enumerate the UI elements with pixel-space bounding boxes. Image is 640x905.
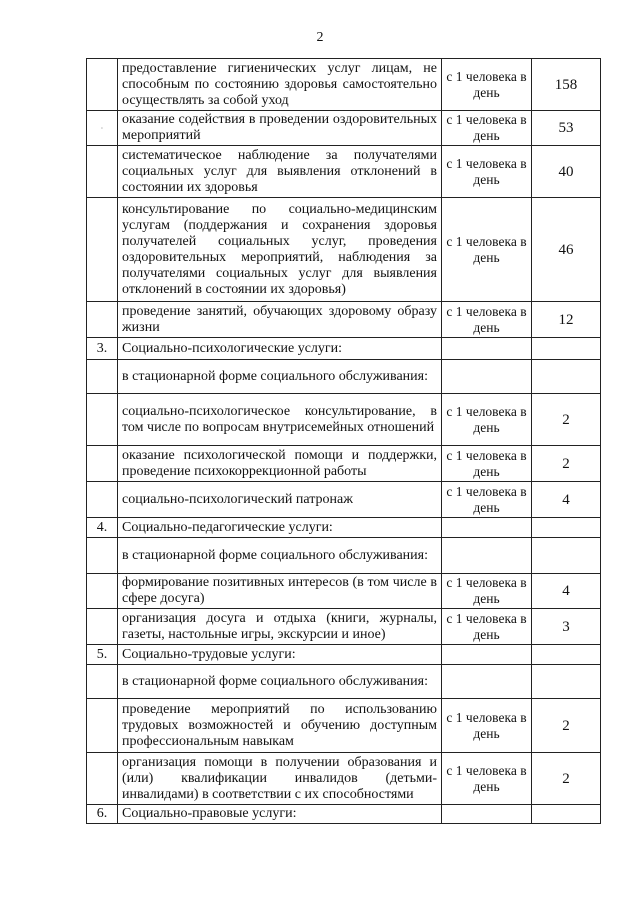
table-row: [87, 538, 601, 574]
table-row: [87, 394, 601, 446]
service-name: социально-психологический патронаж: [118, 482, 442, 518]
service-value: [532, 338, 601, 360]
page-number: 2: [316, 30, 324, 45]
service-name: Социально-педагогические услуги:: [118, 518, 442, 538]
scan-mark: ·: [100, 123, 104, 133]
row-number-cell: [87, 394, 118, 446]
table-row: [87, 198, 601, 302]
service-value: [532, 518, 601, 538]
services-table: [86, 58, 601, 824]
row-number-cell: [87, 699, 118, 753]
row-number-cell: [87, 111, 118, 146]
service-unit: [442, 645, 532, 665]
table-row: [87, 59, 601, 111]
service-unit: с 1 человека в день: [442, 753, 532, 805]
table-row: [87, 645, 601, 665]
service-name: Социально-правовые услуги:: [118, 805, 442, 824]
service-name: проведение мероприятий по использованию трудовых возможностей и обучению доступным профессиональным навыкам: [118, 699, 442, 753]
table-row: [87, 665, 601, 699]
service-value: 158: [532, 59, 601, 111]
row-number-cell: [87, 665, 118, 699]
service-name: Социально-психологические услуги:: [118, 338, 442, 360]
row-number-cell: [87, 645, 118, 665]
table-row: [87, 111, 601, 146]
table-row: [87, 146, 601, 198]
service-name: организация досуга и отдыха (книги, журналы, газеты, настольные игры, экскурсии и иное): [118, 609, 442, 645]
service-value: 2: [532, 446, 601, 482]
service-unit: с 1 человека в день: [442, 146, 532, 198]
service-unit: с 1 человека в день: [442, 111, 532, 146]
table-row: [87, 699, 601, 753]
service-unit: [442, 360, 532, 394]
service-value: 40: [532, 146, 601, 198]
service-value: 46: [532, 198, 601, 302]
row-number: 5.: [96, 646, 108, 662]
service-name: предоставление гигиенических услуг лицам, не способным по состоянию здоровья самостоятельно осуществлять за собой уход: [118, 59, 442, 111]
row-number-cell: [87, 338, 118, 360]
service-unit: [442, 538, 532, 574]
service-name: организация помощи в получении образования и (или) квалификации инвалидов (детьми-инвалидами) в соответствии с их способностями: [118, 753, 442, 805]
row-number-cell: [87, 518, 118, 538]
table-row: [87, 360, 601, 394]
service-unit: с 1 человека в день: [442, 59, 532, 111]
service-value: [532, 645, 601, 665]
service-unit: с 1 человека в день: [442, 446, 532, 482]
table-row: [87, 518, 601, 538]
table-row: [87, 609, 601, 645]
service-value: 2: [532, 753, 601, 805]
table-row: [87, 482, 601, 518]
row-number-cell: [87, 360, 118, 394]
service-name: Социально-трудовые услуги:: [118, 645, 442, 665]
row-number: 3.: [96, 340, 108, 356]
service-value: [532, 538, 601, 574]
service-unit: [442, 805, 532, 824]
row-number-cell: [87, 753, 118, 805]
service-unit: с 1 человека в день: [442, 699, 532, 753]
service-value: 2: [532, 394, 601, 446]
service-unit: [442, 338, 532, 360]
service-unit: с 1 человека в день: [442, 302, 532, 338]
row-number-cell: [87, 538, 118, 574]
service-value: 4: [532, 574, 601, 609]
table-row: [87, 446, 601, 482]
service-unit: [442, 518, 532, 538]
service-value: 3: [532, 609, 601, 645]
services-table-body: [87, 59, 601, 824]
service-name: оказание содействия в проведении оздоровительных мероприятий: [118, 111, 442, 146]
row-number-cell: [87, 609, 118, 645]
row-number-cell: [87, 805, 118, 824]
service-unit: с 1 человека в день: [442, 482, 532, 518]
row-number: 4.: [96, 519, 108, 535]
service-name: систематическое наблюдение за получателями социальных услуг для выявления отклонений в состоянии их здоровья: [118, 146, 442, 198]
row-number: 6.: [96, 806, 108, 821]
service-name: консультирование по социально-медицинским услугам (поддержания и сохранения здоровья получателей социальных услуг, проведения оздоровительных мероприятий, наблюдения за получателями социальных услуг для выявления отклонений в состоянии их здоровья): [118, 198, 442, 302]
table-row: [87, 302, 601, 338]
service-unit: с 1 человека в день: [442, 394, 532, 446]
service-value: 4: [532, 482, 601, 518]
service-name: социально-психологическое консультирование, в том числе по вопросам внутрисемейных отношений: [118, 394, 442, 446]
service-value: [532, 360, 601, 394]
row-number-cell: [87, 59, 118, 111]
service-value: [532, 665, 601, 699]
service-unit: с 1 человека в день: [442, 609, 532, 645]
service-unit: [442, 665, 532, 699]
service-value: 2: [532, 699, 601, 753]
row-number-cell: [87, 302, 118, 338]
service-value: [532, 805, 601, 824]
service-name: в стационарной форме социального обслуживания:: [118, 360, 442, 394]
table-row: [87, 753, 601, 805]
service-value: 12: [532, 302, 601, 338]
row-number-cell: [87, 574, 118, 609]
service-name: проведение занятий, обучающих здоровому образу жизни: [118, 302, 442, 338]
service-name: в стационарной форме социального обслуживания:: [118, 665, 442, 699]
table-row: [87, 574, 601, 609]
table-row: [87, 338, 601, 360]
table-row: [87, 805, 601, 824]
service-value: 53: [532, 111, 601, 146]
service-unit: с 1 человека в день: [442, 574, 532, 609]
service-name: оказание психологической помощи и поддержки, проведение психокоррекционной работы: [118, 446, 442, 482]
service-name: в стационарной форме социального обслуживания:: [118, 538, 442, 574]
row-number-cell: [87, 198, 118, 302]
service-name: формирование позитивных интересов (в том числе в сфере досуга): [118, 574, 442, 609]
service-unit: с 1 человека в день: [442, 198, 532, 302]
row-number-cell: [87, 146, 118, 198]
row-number-cell: [87, 482, 118, 518]
row-number-cell: [87, 446, 118, 482]
